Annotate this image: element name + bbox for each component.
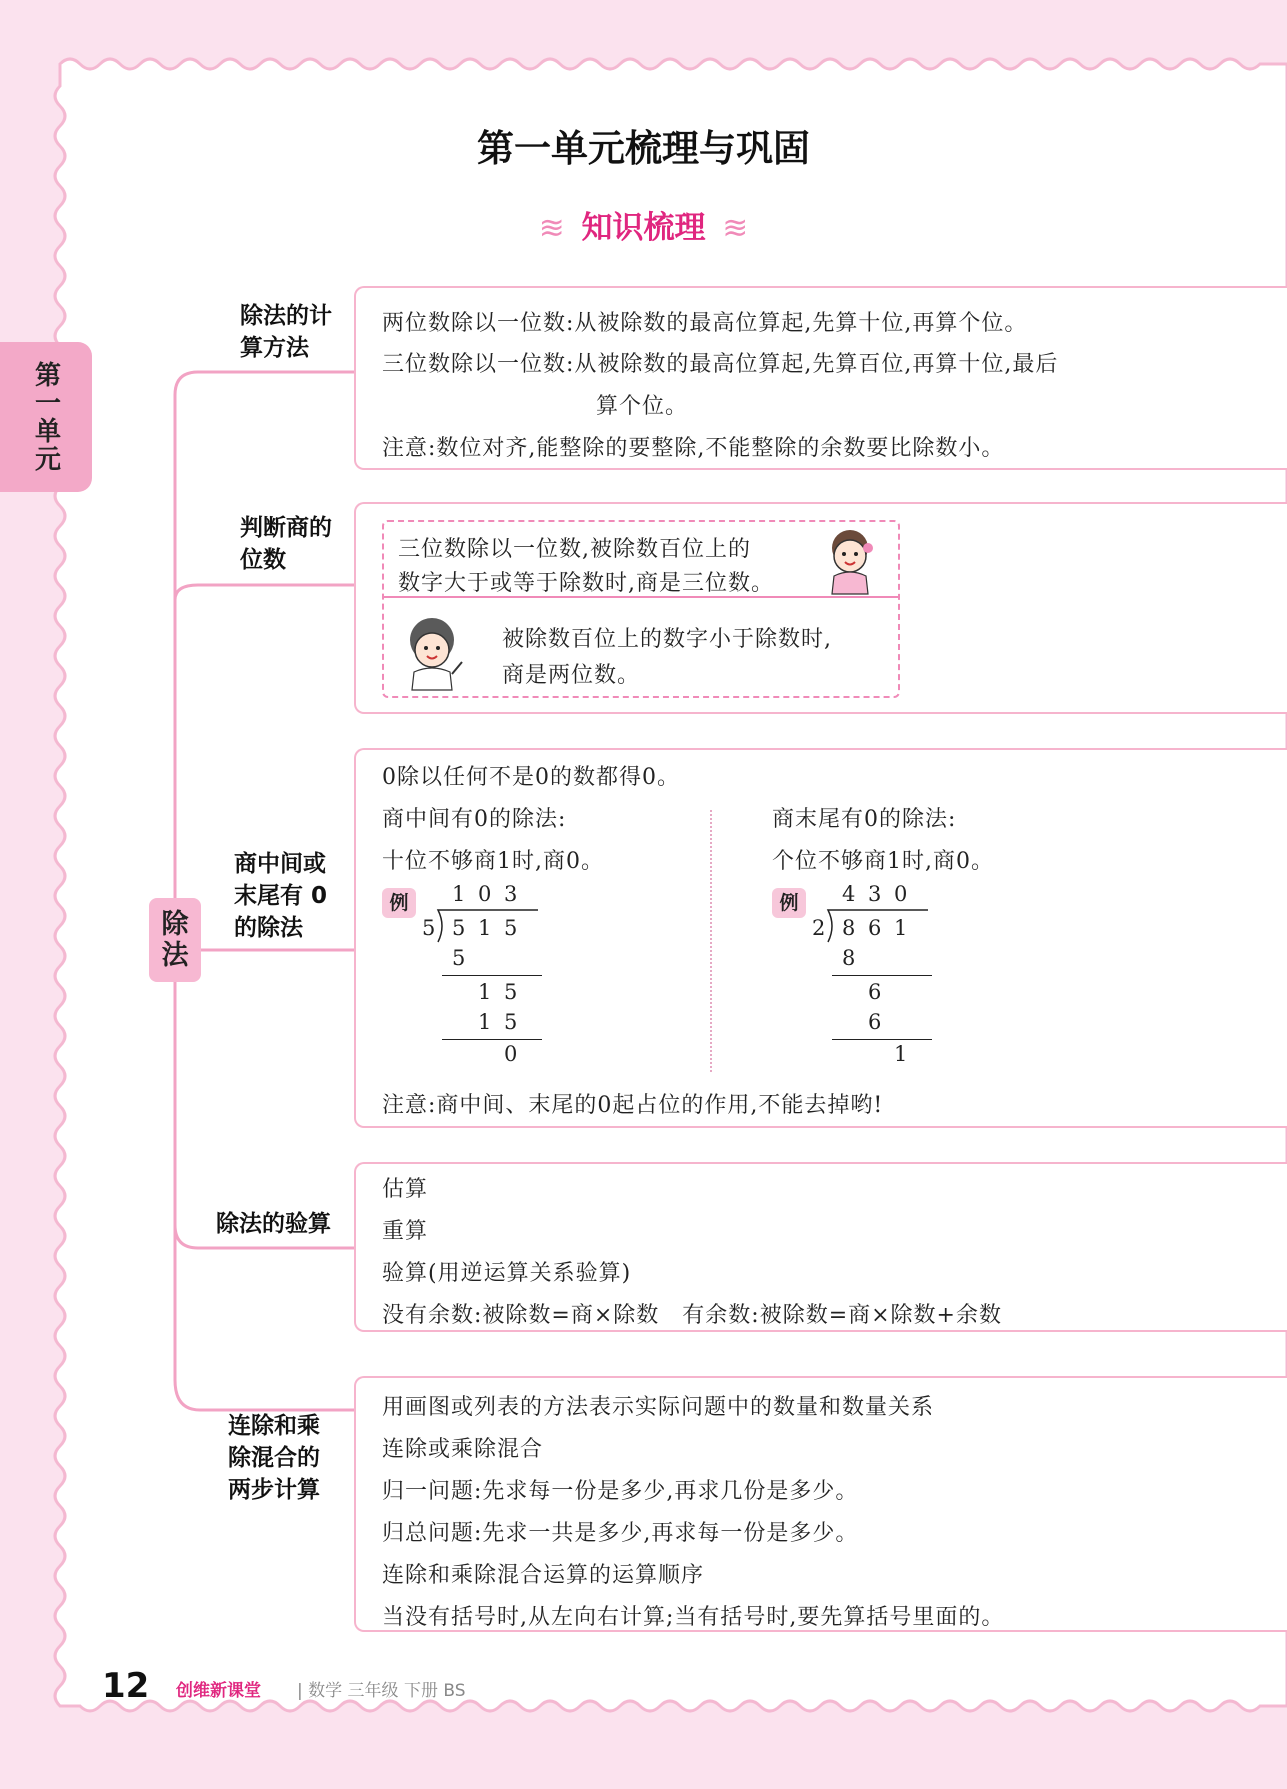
root-node-char-1: 除	[161, 908, 189, 940]
step-line	[832, 975, 932, 976]
step-digit: 6	[868, 1010, 882, 1034]
branch-box-method	[354, 286, 1287, 470]
zero-note: 注意:商中间、末尾的0起占位的作用,不能去掉哟!	[382, 1093, 884, 1118]
branch-label-line: 连除和乘	[228, 1413, 320, 1439]
two-step-line-5: 连除和乘除混合运算的运算顺序	[382, 1563, 705, 1588]
dividend-digit: 6	[868, 916, 882, 940]
branch-label-line: 除法的验算	[216, 1211, 331, 1237]
bubble1-line-1: 三位数除以一位数,被除数百位上的	[398, 537, 751, 562]
step-digit: 1	[478, 980, 492, 1004]
two-step-line-4: 归总问题:先求一共是多少,再求每一份是多少。	[382, 1521, 859, 1546]
branch-box-check	[354, 1162, 1287, 1332]
method-line-2: 三位数除以一位数:从被除数的最高位算起,先算百位,再算十位,最后	[382, 352, 1059, 377]
divisor: 2	[812, 916, 826, 940]
root-node-char-2: 法	[161, 940, 189, 971]
branch-box-two-step	[354, 1376, 1287, 1632]
right-method-rule: 个位不够商1时,商0。	[772, 849, 994, 874]
check-line-3: 验算(用逆运算关系验算)	[382, 1261, 632, 1286]
footer-brand: 创维新课堂	[176, 1681, 261, 1701]
section-subtitle	[0, 202, 1287, 247]
column-divider	[710, 810, 712, 1072]
dividend-digit: 1	[478, 916, 492, 940]
section-subtitle-text: 知识梳理	[581, 210, 706, 246]
branch-label-line: 除混合的	[228, 1445, 320, 1472]
two-step-line-3: 归一问题:先求每一份是多少,再求几份是多少。	[382, 1479, 859, 1504]
root-node-division	[149, 898, 201, 982]
method-note: 注意:数位对齐,能整除的要整除,不能整除的余数要比除数小。	[382, 436, 1005, 461]
step-line	[442, 975, 542, 976]
footer-info: | 数学 三年级 下册 BS	[297, 1681, 466, 1701]
step-digit: 6	[868, 980, 882, 1004]
branch-label-line: 商中间或	[234, 851, 326, 877]
branch-label-line: 判断商的	[240, 515, 332, 541]
boy-face-icon	[398, 614, 470, 692]
wave-left-icon: ≋	[538, 210, 565, 246]
unit-side-tab	[0, 342, 92, 492]
left-method-title: 商中间有0的除法:	[382, 807, 567, 832]
branch-label-two-step	[228, 1410, 320, 1507]
page-title: 第一单元梳理与巩固	[477, 127, 810, 170]
check-line-2: 重算	[382, 1219, 429, 1244]
branch-label-line: 位数	[240, 547, 286, 574]
step-line	[832, 1039, 932, 1040]
right-method-title: 商末尾有0的除法:	[772, 807, 957, 832]
example-badge-right: 例	[772, 888, 806, 918]
bubble2-line-1: 被除数百位上的数字小于除数时,	[502, 627, 832, 652]
step-digit: 5	[504, 1010, 518, 1034]
branch-label-line: 的除法	[234, 915, 303, 942]
dividend-digit: 5	[452, 916, 466, 940]
branch-label-quotient-digits	[240, 512, 332, 576]
step-digit: 8	[842, 946, 856, 970]
wave-right-icon: ≋	[722, 210, 749, 246]
method-line-1: 两位数除以一位数:从被除数的最高位算起,先算十位,再算个位。	[382, 311, 1028, 336]
two-step-line-1: 用画图或列表的方法表示实际问题中的数量和数量关系	[382, 1395, 935, 1420]
step-line	[442, 1039, 542, 1040]
branch-box-quotient-digits	[354, 502, 1287, 714]
dividend-digit: 8	[842, 916, 856, 940]
step-digit: 5	[504, 980, 518, 1004]
quotient-digit: 3	[868, 882, 882, 906]
step-digit: 1	[894, 1042, 908, 1066]
method-line-3: 算个位。	[596, 394, 689, 419]
dividend-digit: 5	[504, 916, 518, 940]
long-division-right	[812, 882, 932, 1072]
step-digit: 0	[504, 1042, 518, 1066]
step-digit: 5	[452, 946, 466, 970]
two-step-line-2: 连除或乘除混合	[382, 1437, 544, 1462]
check-line-4: 没有余数:被除数=商×除数 有余数:被除数=商×除数+余数	[382, 1303, 1002, 1328]
dividend-digit: 1	[894, 916, 908, 940]
branch-box-zero-quotient	[354, 748, 1287, 1128]
quotient-digit: 4	[842, 882, 856, 906]
zero-intro: 0除以任何不是0的数都得0。	[382, 765, 680, 790]
quotient-digit: 3	[504, 882, 518, 906]
girl-face-icon	[818, 526, 882, 596]
quotient-digit: 0	[478, 882, 492, 906]
long-division-left	[422, 882, 542, 1072]
branch-label-line: 算方法	[240, 335, 309, 362]
divisor: 5	[422, 916, 436, 940]
branch-label-check	[216, 1208, 331, 1240]
left-method-rule: 十位不够商1时,商0。	[382, 849, 604, 874]
branch-label-line: 除法的计	[240, 303, 332, 329]
quotient-digit: 0	[894, 882, 908, 906]
branch-label-line: 末尾有 0	[234, 883, 328, 910]
branch-label-method	[240, 300, 332, 364]
branch-label-zero-quotient	[234, 848, 327, 945]
check-line-1: 估算	[382, 1177, 429, 1202]
bubble1-line-2: 数字大于或等于除数时,商是三位数。	[398, 571, 774, 596]
branch-label-line: 两步计算	[228, 1477, 320, 1504]
unit-side-tab-label: 第一单元	[30, 361, 61, 473]
step-digit: 1	[478, 1010, 492, 1034]
bubble2-line-2: 商是两位数。	[502, 663, 641, 688]
example-badge-left: 例	[382, 888, 416, 918]
quotient-digit: 1	[452, 882, 466, 906]
page-number: 12	[102, 1666, 150, 1706]
two-step-line-6: 当没有括号时,从左向右计算;当有括号时,要先算括号里面的。	[382, 1605, 1005, 1630]
